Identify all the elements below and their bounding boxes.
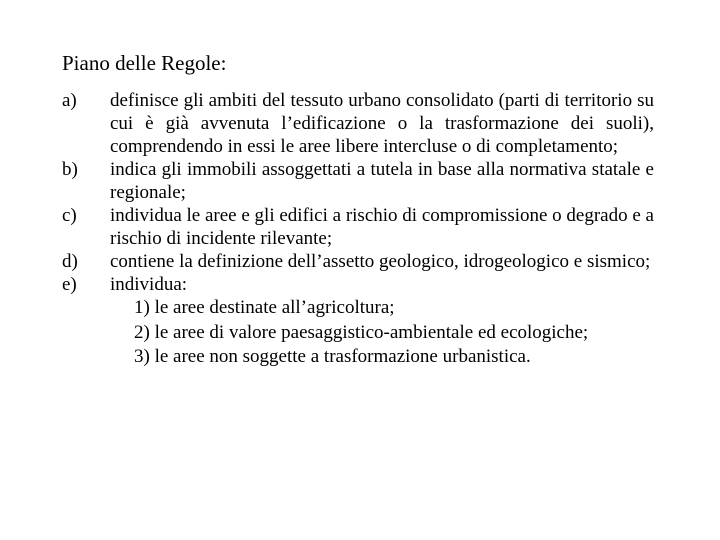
list-marker: a) [62, 90, 77, 111]
list-marker: b) [62, 159, 78, 180]
list-item-text: contiene la definizione dell’assetto geologico, idrogeologico e sismico; [110, 251, 651, 272]
list-marker: d) [62, 251, 78, 272]
list-item-b [62, 158, 662, 204]
list-item-a [62, 89, 662, 158]
sub-list-item: 1) le aree destinate all’agricoltura; [134, 297, 395, 318]
sub-list [110, 296, 662, 370]
list-item-text: definisce gli ambiti del tessuto urbano consolidato (parti di territorio su cui è già avvenuta l’edificazione o la trasformazione dei suoli), comprendendo in essi le aree libere intercluse o di completamento; [110, 90, 654, 157]
list-item-d [62, 250, 662, 273]
slide-title: Piano delle Regole: [62, 51, 227, 75]
sub-list-item: 2) le aree di valore paesaggistico-ambientale ed ecologiche; [134, 321, 589, 343]
list-marker: c) [62, 205, 77, 226]
list-item-text: indica gli immobili assoggettati a tutela in base alla normativa statale e regionale; [110, 159, 654, 203]
list-marker: e) [62, 274, 77, 295]
list-item-e [62, 273, 662, 370]
list-item-text: individua: [110, 274, 188, 295]
sub-list-item: 3) le aree non soggette a trasformazione urbanistica. [134, 346, 531, 367]
list-item-c [62, 204, 662, 250]
rules-list [62, 89, 662, 370]
list-item-text: individua le aree e gli edifici a rischio di compromissione o degrado e a rischio di incidente rilevante; [110, 205, 654, 249]
